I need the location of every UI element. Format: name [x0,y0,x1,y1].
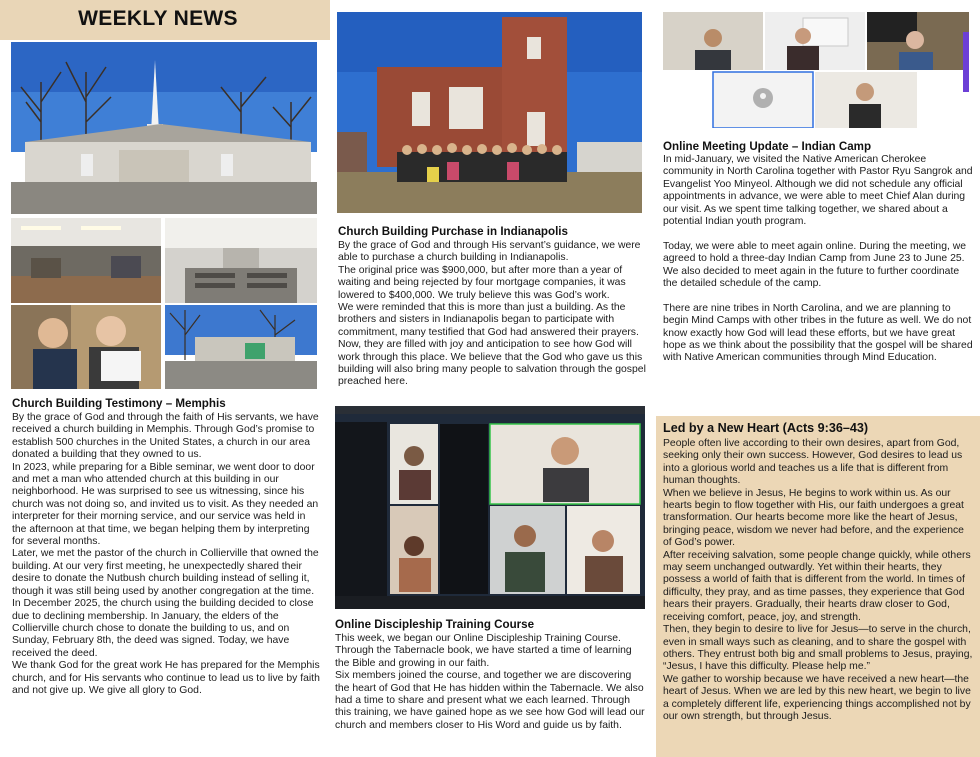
memphis-paragraph: In December 2025, the church using the building decided to close due to declining membership. In January, the elders of the Collierville church chose to donate the building to us, and on Sunday, February 8th, the deed was signed. Today, we have received the deed. [12,598,314,659]
indian-camp-article [663,154,975,365]
indian-camp-paragraph: There are nine tribes in North Carolina, and we are planning to begin Mind Camps with other tribes in the future as well. We do not know exactly how God will lead these efforts, but we have great hope as we think about the possibility that the gospel will be shared with Native American communities through Mind Education. [663,302,973,364]
sermon-paragraph: People often live according to their own desires, apart from God, seeking only their own success. However, God desires to lead us into a glorious world and teaches us a life that is different from human thoughts. [663,438,963,487]
discipleship-paragraph: This week, we began our Online Discipleship Training Course. Through the Tabernacle book, we have started a time of learning the Bible and growing in our faith. [335,633,632,669]
memphis-paragraph: By the grace of God and through the faith of His servants, we have received a church building in Memphis. Through God’s promise to establish 500 churches in the United States, a church in our area donated a building that they owned to us. [12,412,319,461]
memphis-article [12,412,320,697]
memphis-deed-photo [11,305,161,389]
indianapolis-article [338,240,646,389]
indian-camp-meeting-screenshot [663,12,969,128]
indianapolis-paragraph: The original price was $900,000, but after more than a year of waiting and being rejected by four mortgage companies, it was lowered to $400,000. We truly believe this was God’s work. [338,264,626,301]
indian-camp-paragraph: In mid-January, we visited the Native American Cherokee community in North Carolina together with Pastor Ryu Sangrok and Evangelist Yoo Minyeol. Although we did not schedule any official appointments in advance, we were able to meet Chief Alan during our visit. As we spent time talking together, we shared about a potential Indian youth program. [663,154,973,228]
memphis-church-rear-photo [165,305,317,389]
discipleship-zoom-screenshot [335,406,645,609]
indianapolis-paragraph: By the grace of God and through His servant’s guidance, we were able to purchase a church building in Indianapolis. [338,240,641,264]
memphis-church-exterior-photo [11,42,317,214]
sermon-paragraph: Then, they begin to desire to live for Jesus—to serve in the church, even in small ways such as cleaning, and to share the gospel with others. They entrust both big and small problems to Jesus, praying, “Jesus, I have this difficulty. Please help me.” [663,624,973,673]
memphis-paragraph: Later, we met the pastor of the church in Collierville that owned the building. At our very first meeting, he unexpectedly shared their desire to donate the Nutbush church building instead of selling it, though it was still being used by another congregation at the time. [12,548,319,597]
sermon-heading: Led by a New Heart (Acts 9:36–43) [663,421,869,435]
sermon-paragraph: After receiving salvation, some people change quickly, while others may seem unchanged outwardly. Yet within their hearts, they possess a world of faith that is different from the world. In times of difficulty, they pray, and as time passes, they experience that God hears their prayers. Gradually, their hearts draw closer to God, receiving comfort, peace, joy, and strength. [663,549,971,623]
discipleship-paragraph: Six members joined the course, and together we are discovering the heart of God that He has hidden within the Tabernacle. We also had a time to share and present what we each learned. Through this training, we have gained hope as we see how God will lead our church and members closer to His Word and guide us by faith. [335,670,645,731]
memphis-heading: Church Building Testimony – Memphis [12,397,226,410]
sermon-paragraph: We gather to worship because we have received a new heart—the heart of Jesus. When we are led by this new heart, we begin to live a completely different life, experiencing things accomplished not by our own strength, but through Jesus. [663,673,971,722]
indian-camp-heading: Online Meeting Update – Indian Camp [663,140,872,153]
sermon-paragraph: When we believe in Jesus, He begins to work within us. As our hearts begin to flow together with His, our faith undergoes a great transformation. Our hearts become more like the heart of Jesus, bringing peace, wisdom we never had before, and the experience of God’s power. [663,487,964,549]
indianapolis-paragraph: We were reminded that this is more than just a building. As the brothers and sisters in Indianapolis began to participate with commitment, many testified that God had answered their prayers. Now, they are filled with joy and anticipation to see how God will work through this place. We believe that the God who gave us this building will also bring many people to salvation through the gospel preached here. [338,302,646,388]
page-title: WEEKLY NEWS [78,7,238,30]
memphis-fellowship-hall-photo [11,218,161,303]
discipleship-article [335,633,645,732]
memphis-paragraph: In 2023, while preparing for a Bible seminar, we went door to door and met a man who attended church at this building in our neighborhood. He was surprised to see us witnessing, since his church was not doing so, and invited us to visit. As they needed an interpreter for their morning service, and our service was held in the afternoon at that time, we began helping them by interpreting for several months. [12,461,319,548]
memphis-paragraph: We thank God for the great work He has prepared for the Memphis church, and for His servants who continue to lead us to live by faith and not give up. We give all glory to God. [12,660,320,696]
indianapolis-heading: Church Building Purchase in Indianapolis [338,225,568,238]
indianapolis-congregation-photo [337,12,642,213]
indian-camp-paragraph: Today, we were able to meet again online. During the meeting, we agreed to hold a three-day Indian Camp from June 23 to June 25. We also decided to meet again in the future to further coordinate the detailed schedule of the camp. [663,240,967,290]
memphis-sanctuary-photo [165,218,317,303]
sermon-article [663,438,975,723]
discipleship-heading: Online Discipleship Training Course [335,618,535,631]
